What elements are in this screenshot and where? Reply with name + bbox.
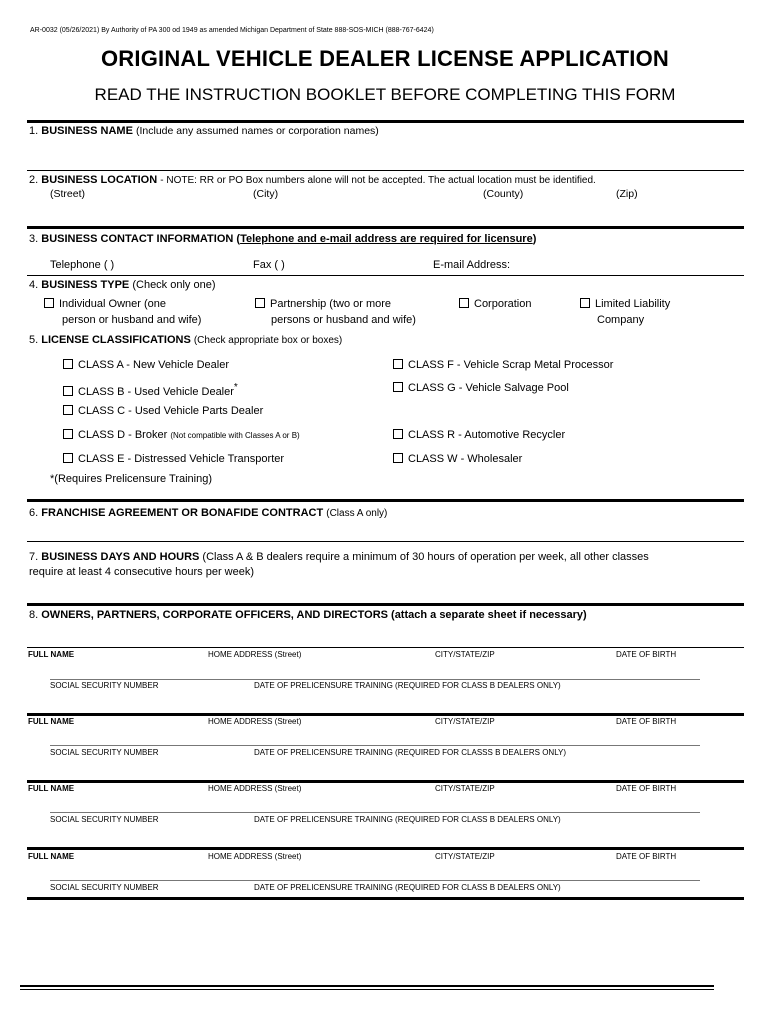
checkbox[interactable]	[255, 298, 265, 308]
divider	[27, 275, 744, 276]
section-3-heading: 3. BUSINESS CONTACT INFORMATION (Telephone and e-mail address are required for licensure)	[29, 233, 537, 245]
email-label: E-mail Address:	[433, 259, 511, 271]
class-r-option[interactable]: CLASS R - Automotive Recycler	[393, 429, 565, 441]
divider	[27, 226, 744, 229]
prelicensure-footnote: *(Requires Prelicensure Training)	[50, 473, 213, 485]
divider	[27, 603, 744, 606]
business-type-llc[interactable]: Limited Liability	[580, 298, 670, 310]
class-g-option[interactable]: CLASS G - Vehicle Salvage Pool	[393, 382, 569, 394]
class-c-option[interactable]: CLASS C - Used Vehicle Parts Dealer	[63, 405, 263, 417]
divider	[27, 780, 744, 783]
class-f-option[interactable]: CLASS F - Vehicle Scrap Metal Processor	[393, 359, 613, 371]
individual-line-2: person or husband and wife)	[62, 314, 202, 326]
owner-home-address-label: HOME ADDRESS (Street)	[208, 717, 302, 726]
bottom-rule	[20, 989, 714, 990]
owner-ssn-label: SOCIAL SECURITY NUMBER	[50, 815, 159, 824]
checkbox[interactable]	[63, 429, 73, 439]
checkbox[interactable]	[63, 359, 73, 369]
owner-full-name-label: FULL NAME	[28, 784, 75, 793]
class-a-option[interactable]: CLASS A - New Vehicle Dealer	[63, 359, 229, 371]
divider	[27, 647, 744, 648]
class-d-option[interactable]: CLASS D - Broker (Not compatible with Classes A or B)	[63, 429, 300, 441]
divider	[27, 120, 744, 123]
owner-full-name-label: FULL NAME	[28, 852, 75, 861]
owner-full-name-label: FULL NAME	[28, 650, 75, 659]
owner-dob-label: DATE OF BIRTH	[616, 717, 677, 726]
business-type-partnership[interactable]: Partnership (two or more	[255, 298, 391, 310]
class-b-option[interactable]: CLASS B - Used Vehicle Dealer*	[63, 382, 238, 398]
ssn-line	[50, 880, 700, 881]
checkbox[interactable]	[580, 298, 590, 308]
owner-ssn-label: SOCIAL SECURITY NUMBER	[50, 748, 159, 757]
owner-ssn-label: SOCIAL SECURITY NUMBER	[50, 681, 159, 690]
divider	[27, 541, 744, 542]
owner-city-label: CITY/STATE/ZIP	[435, 717, 495, 726]
owner-city-label: CITY/STATE/ZIP	[435, 852, 495, 861]
ssn-line	[50, 679, 700, 680]
owner-dob-label: DATE OF BIRTH	[616, 650, 677, 659]
owner-dob-label: DATE OF BIRTH	[616, 784, 677, 793]
divider	[27, 713, 744, 716]
divider	[27, 847, 744, 850]
telephone-label: Telephone ( )	[50, 259, 115, 271]
section-8-heading: 8. OWNERS, PARTNERS, CORPORATE OFFICERS, AND DIRECTORS (attach a separate sheet if necessary)	[29, 609, 587, 621]
ssn-line	[50, 745, 700, 746]
owner-training-label: DATE OF PRELICENSURE TRAINING (REQUIRED FOR CLASS B DEALERS ONLY)	[254, 883, 561, 892]
llc-line-2: Company	[597, 314, 645, 326]
checkbox[interactable]	[393, 429, 403, 439]
class-w-option[interactable]: CLASS W - Wholesaler	[393, 453, 522, 465]
bottom-rule	[20, 985, 714, 987]
fax-label: Fax ( )	[253, 259, 285, 271]
divider	[27, 499, 744, 502]
section-7-note-line-2: require at least 4 consecutive hours per week)	[29, 566, 255, 578]
owner-training-label: DATE OF PRELICENSURE TRAINING (REQUIRED FOR CLASSS B DEALERS ONLY)	[254, 748, 567, 757]
checkbox[interactable]	[393, 382, 403, 392]
owner-dob-label: DATE OF BIRTH	[616, 852, 677, 861]
business-type-individual[interactable]: Individual Owner (one	[44, 298, 166, 310]
owner-training-label: DATE OF PRELICENSURE TRAINING (REQUIRED FOR CLASS B DEALERS ONLY)	[254, 815, 561, 824]
owner-home-address-label: HOME ADDRESS (Street)	[208, 650, 302, 659]
owner-training-label: DATE OF PRELICENSURE TRAINING (REQUIRED FOR CLASS B DEALERS ONLY)	[254, 681, 561, 690]
divider	[27, 897, 744, 900]
street-label: (Street)	[50, 188, 86, 200]
checkbox[interactable]	[393, 453, 403, 463]
owner-full-name-label: FULL NAME	[28, 717, 75, 726]
checkbox[interactable]	[393, 359, 403, 369]
section-7-heading: 7. BUSINESS DAYS AND HOURS (Class A & B dealers require a minimum of 30 hours of operation per week, all other classes	[29, 551, 649, 563]
zip-label: (Zip)	[616, 188, 638, 200]
checkbox[interactable]	[63, 405, 73, 415]
divider	[27, 170, 744, 171]
owner-home-address-label: HOME ADDRESS (Street)	[208, 852, 302, 861]
owner-city-label: CITY/STATE/ZIP	[435, 650, 495, 659]
instruction-subtitle: READ THE INSTRUCTION BOOKLET BEFORE COMPLETING THIS FORM	[94, 85, 676, 104]
checkbox[interactable]	[63, 386, 73, 396]
checkbox[interactable]	[459, 298, 469, 308]
section-2-heading: 2. BUSINESS LOCATION - NOTE: RR or PO Box numbers alone will not be accepted. The actual location must be identified.	[29, 174, 596, 186]
page-title: ORIGINAL VEHICLE DEALER LICENSE APPLICATION	[100, 46, 669, 71]
ssn-line	[50, 812, 700, 813]
county-label: (County)	[483, 188, 524, 200]
business-type-corporation[interactable]: Corporation	[459, 298, 531, 310]
checkbox[interactable]	[63, 453, 73, 463]
checkbox[interactable]	[44, 298, 54, 308]
section-5-heading: 5. LICENSE CLASSIFICATIONS (Check appropriate box or boxes)	[29, 334, 343, 346]
owner-city-label: CITY/STATE/ZIP	[435, 784, 495, 793]
owner-ssn-label: SOCIAL SECURITY NUMBER	[50, 883, 159, 892]
section-4-heading: 4. BUSINESS TYPE (Check only one)	[29, 279, 216, 291]
partnership-line-2: persons or husband and wife)	[271, 314, 416, 326]
class-e-option[interactable]: CLASS E - Distressed Vehicle Transporter	[63, 453, 284, 465]
section-1-heading: 1. BUSINESS NAME (Include any assumed names or corporation names)	[29, 125, 379, 137]
form-id-line: AR-0032 (05/26/2021) By Authority of PA 300 od 1949 as amended Michigan Department of State 888-SOS-MICH (888-767-6424)	[30, 27, 434, 34]
owner-home-address-label: HOME ADDRESS (Street)	[208, 784, 302, 793]
city-label: (City)	[253, 188, 279, 200]
section-6-heading: 6. FRANCHISE AGREEMENT OR BONAFIDE CONTRACT (Class A only)	[29, 507, 388, 519]
